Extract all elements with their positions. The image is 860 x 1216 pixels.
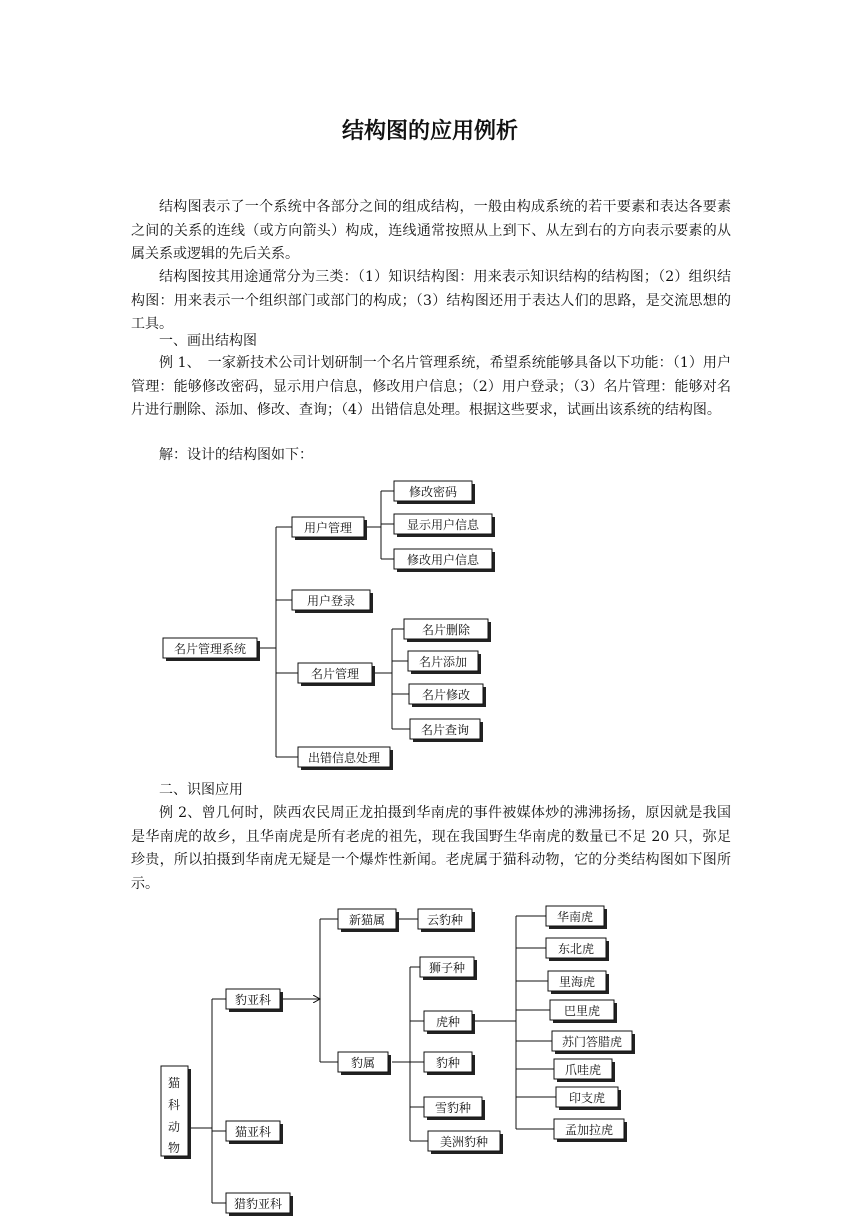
svg-text:物: 物 [167,1141,181,1155]
node-felidae [161,1066,191,1159]
svg-text:用户管理: 用户管理 [303,521,353,535]
node-leopard [424,1052,475,1075]
svg-text:修改用户信息: 修改用户信息 [406,553,480,567]
node-felinae [226,1121,283,1144]
node-card-query [410,719,483,742]
node-root [163,638,260,661]
svg-text:显示用户信息: 显示用户信息 [406,518,480,532]
svg-text:巴里虎: 巴里虎 [563,1004,601,1018]
svg-text:用户登录: 用户登录 [306,594,356,608]
node-amur-tiger [546,938,609,961]
svg-text:豹属: 豹属 [350,1056,376,1070]
svg-text:雪豹种: 雪豹种 [434,1101,472,1115]
node-sumatran-tiger [552,1031,635,1054]
node-south-china-tiger [546,906,607,929]
page-title: 结构图的应用例析 [341,119,518,144]
svg-text:豹种: 豹种 [435,1056,461,1070]
business-card-system-diagram [163,481,495,770]
svg-text:豹亚科: 豹亚科 [234,993,272,1007]
node-caspian-tiger [548,971,609,994]
svg-text:爪哇虎: 爪哇虎 [564,1063,602,1077]
node-indochinese-tiger [556,1087,621,1110]
svg-text:名片查询: 名片查询 [420,723,470,737]
svg-text:狮子种: 狮子种 [428,961,466,975]
svg-text:动: 动 [167,1120,181,1134]
node-panthera [338,1052,391,1075]
svg-text:名片修改: 名片修改 [421,688,471,702]
node-bali-tiger [550,1000,617,1023]
node-neofelis [338,909,399,932]
svg-text:猎豹亚科: 猎豹亚科 [233,1197,283,1211]
svg-text:科: 科 [167,1098,181,1112]
node-card-delete [404,619,491,642]
example-1-paragraph: 例 1、 一家新技术公司计划研制一个名片管理系统，希望系统能够具备以下功能：（1）用户管理：能够修改密码，显示用户信息，修改用户信息；（2）用户登录；（3）名片管理：能够对名片进行删除、添加、修改、查询；（4）出错信息处理。根据这些要求，试画出该系统的结构图。 [131,355,731,418]
svg-text:云豹种: 云豹种 [426,913,464,927]
svg-text:新猫属: 新猫属 [348,913,386,927]
node-snow-leopard [424,1097,485,1120]
node-user-management [292,517,367,540]
types-paragraph: 结构图按其用途通常分为三类：（1）知识结构图：用来表示知识结构的结构图；（2）组织结构图：用来表示一个组织部门或部门的构成；（3）结构图还用于表达人们的思路，是交流思想的工具。 [131,269,731,332]
svg-text:修改密码: 修改密码 [408,485,458,499]
node-edit-user-info [394,549,495,572]
node-error-handling [298,747,393,770]
svg-text:苏门答腊虎: 苏门答腊虎 [561,1035,623,1049]
node-card-add [408,651,481,674]
node-lion [420,957,477,980]
node-javan-tiger [554,1059,615,1082]
node-acinonychinae [226,1193,293,1216]
section-heading-2: 二、识图应用 [159,782,243,798]
node-tiger [424,1011,475,1034]
solution-paragraph: 解：设计的结构图如下： [159,447,313,463]
node-show-user-info [394,514,495,537]
svg-text:孟加拉虎: 孟加拉虎 [564,1123,614,1137]
node-clouded-leopard [418,909,475,932]
svg-text:名片管理系统: 名片管理系统 [173,642,247,656]
node-user-login [292,590,373,613]
node-change-password [394,481,475,504]
svg-text:出错信息处理: 出错信息处理 [307,751,381,765]
example-2-paragraph: 例 2、曾几何时，陕西农民周正龙拍摄到华南虎的事件被媒体炒的沸沸扬扬，原因就是我国是华南虎的故乡，且华南虎是所有老虎的祖先，现在我国野生华南虎的数量已不足 20 只，弥足珍贵，所以拍摄到华南虎无疑是一个爆炸性新闻。老虎属于猫科动物，它的分类结构图如下图所示。 [131,805,731,892]
node-bengal-tiger [554,1119,627,1142]
node-card-management [298,663,375,686]
svg-text:美洲豹种: 美洲豹种 [439,1135,489,1149]
svg-text:印支虎: 印支虎 [568,1091,606,1105]
svg-text:名片删除: 名片删除 [421,623,471,637]
node-card-edit [409,684,486,707]
svg-text:东北虎: 东北虎 [557,942,595,956]
svg-text:里海虎: 里海虎 [558,975,596,989]
section-heading-1: 一、画出结构图 [159,333,257,349]
svg-text:名片添加: 名片添加 [418,655,468,669]
svg-text:猫: 猫 [167,1076,181,1090]
felidae-classification-diagram [161,906,635,1216]
intro-paragraph: 结构图表示了一个系统中各部分之间的组成结构，一般由构成系统的若干要素和表达各要素之间的关系的连线（或方向箭头）构成，连线通常按照从上到下、从左到右的方向表示要素的从属关系或逻辑的先后关系。 [131,199,731,262]
svg-text:华南虎: 华南虎 [556,910,594,924]
svg-text:猫亚科: 猫亚科 [234,1125,272,1139]
svg-text:虎种: 虎种 [435,1015,461,1029]
node-pantherinae [226,989,283,1012]
node-jaguar [428,1131,503,1154]
svg-text:名片管理: 名片管理 [310,667,360,681]
